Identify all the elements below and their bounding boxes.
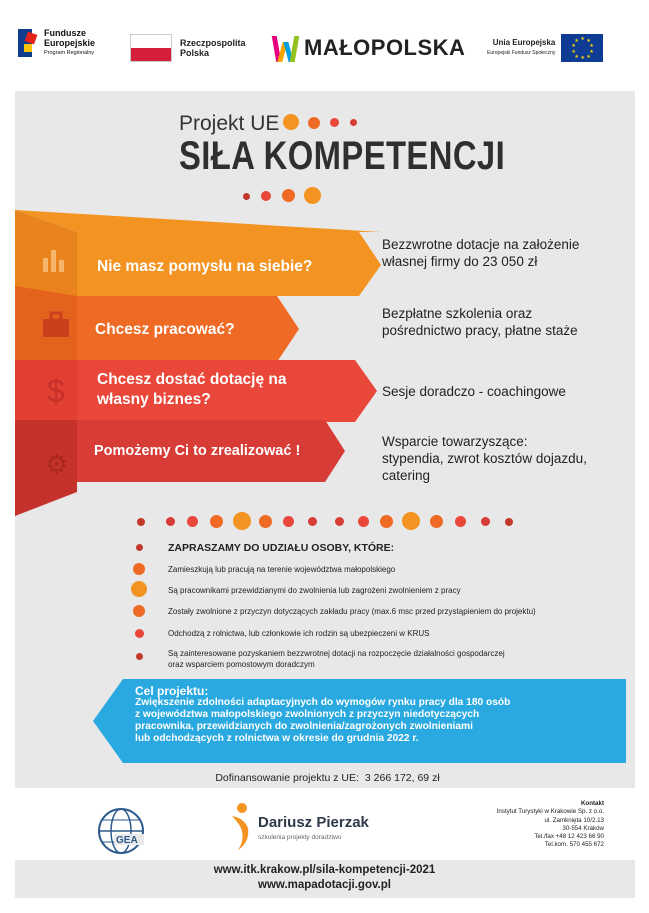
- rp-line2: Polska: [180, 48, 210, 58]
- answer-line: stypendia, zwrot kosztów dojazdu,: [382, 451, 587, 466]
- ue-line1: Unia Europejska: [492, 38, 556, 47]
- answer-line: własnej firmy do 23 050 zł: [382, 254, 538, 269]
- contact-line: 30-554 Kraków: [562, 824, 604, 832]
- decor-dot: [308, 117, 320, 129]
- invite-heading: ZAPRASZAMY DO UDZIAŁU OSOBY, KTÓRE:: [168, 542, 395, 554]
- list-bullet: [131, 581, 147, 597]
- contact-block: [470, 800, 604, 850]
- fe-line1: Fundusze: [44, 28, 86, 38]
- decor-dot: [330, 118, 339, 127]
- question-line: Chcesz dostać dotację na: [97, 371, 287, 388]
- contact-heading: Kontakt: [580, 800, 604, 807]
- decor-dot: [283, 516, 294, 527]
- decor-dot: [308, 517, 317, 526]
- decor-dot: [455, 516, 466, 527]
- question-arrow-1: [15, 210, 381, 296]
- answer-1: [382, 236, 579, 270]
- contact-line: Tel./fax +48 12 423 66 90: [534, 833, 604, 841]
- decor-dot: [481, 517, 490, 526]
- question-arrow-4: [15, 420, 345, 516]
- decor-dot: [304, 187, 321, 204]
- fundusze-europejskie-logo: [18, 28, 95, 58]
- decor-dot: [358, 516, 369, 527]
- decor-dot: [430, 515, 443, 528]
- funding-line: [0, 772, 649, 784]
- rp-line1: Rzeczpospolita: [180, 38, 246, 48]
- invite-item: Są pracownikami przewidzianymi do zwolnienia lub zagrożeni zwolnieniem z pracy: [168, 586, 461, 595]
- question-text: [97, 370, 287, 410]
- rzeczpospolita-logo: [130, 34, 246, 62]
- funding-amount: 3 266 172, 69 zł: [364, 772, 440, 784]
- title-big: SIŁA KOMPETENCJI: [179, 134, 506, 178]
- title-small: Projekt UE: [179, 112, 280, 135]
- dollar-icon: $: [47, 373, 65, 409]
- person-figure-icon: [228, 802, 256, 852]
- goal-label: Cel projektu:: [135, 684, 209, 698]
- decor-dot: [259, 515, 272, 528]
- gea-logo: [90, 800, 152, 862]
- list-bullet: [135, 629, 144, 638]
- contact-line: Instytut Turystyki w Krakowie Sp. z o.o.: [496, 808, 604, 816]
- question-text: Nie masz pomysłu na siebie?: [97, 258, 313, 275]
- answer-line: catering: [382, 468, 431, 483]
- decor-dot: [210, 515, 223, 528]
- decor-dot: [380, 515, 393, 528]
- list-bullet: [136, 544, 143, 551]
- invite-item: [168, 648, 505, 670]
- arrow-shape: [15, 210, 381, 296]
- dp-tagline: szkolenia projekty doradztwo: [258, 834, 342, 841]
- decor-dot: [335, 517, 344, 526]
- eu-flag-icon: ★ ★ ★ ★ ★ ★ ★ ★ ★ ★: [561, 34, 603, 62]
- decor-dot: [166, 517, 175, 526]
- malopolska-m-icon: [274, 34, 298, 62]
- fe-line3: Program Regionalny: [44, 50, 95, 56]
- answer-line: Bezzwrotne dotacje na założenie: [382, 237, 580, 252]
- ue-line2: Europejski Fundusz Społeczny: [487, 50, 556, 56]
- malopolska-logo: [274, 34, 465, 62]
- answer-3: [382, 383, 566, 400]
- website-link[interactable]: www.mapadotacji.gov.pl: [258, 879, 391, 891]
- decor-dot: [282, 189, 295, 202]
- question-line: własny biznes?: [97, 391, 211, 408]
- contact-line: Tel.kom. 570 455 672: [544, 841, 604, 849]
- answer-line: Bezpłatne szkolenia oraz: [382, 306, 533, 321]
- malopolska-name: MAŁOPOLSKA: [304, 35, 466, 60]
- goal-text: [135, 685, 510, 745]
- invite-item-line: Są zainteresowane pozyskaniem bezzwrotnej dotacji na rozpoczęcie działalności gospodarczej: [168, 649, 505, 658]
- goal-line: z województwa małopolskiego zwolnionych z przyczyn niedotyczących: [135, 709, 480, 720]
- question-arrow-2: [15, 286, 299, 362]
- list-bullet: [136, 653, 143, 660]
- dariusz-pierzak-logo: [228, 802, 369, 857]
- answer-line: Sesje doradczo - coachingowe: [382, 384, 566, 399]
- decor-dot: [402, 512, 420, 530]
- decor-dot: [233, 512, 251, 530]
- invite-item: Zamieszkują lub pracują na terenie województwa małopolskiego: [168, 565, 396, 574]
- svg-text:GEA: GEA: [116, 835, 138, 846]
- decor-dot: [505, 518, 513, 526]
- question-text: Chcesz pracować?: [95, 321, 235, 338]
- answer-line: Wsparcie towarzyszące:: [382, 434, 528, 449]
- invite-item-line: oraz wsparciem pomostowym doradczym: [168, 660, 315, 669]
- decor-dot: [187, 516, 198, 527]
- gear-icon: ⚙: [45, 449, 69, 479]
- question-text: Pomożemy Ci to zrealizować !: [94, 443, 301, 459]
- gea-globe-icon: [90, 800, 152, 862]
- list-bullet: [133, 563, 145, 575]
- goal-banner: [93, 679, 626, 763]
- invite-item: Zostały zwolnione z przyczyn dotyczących zakładu pracy (max.6 msc przed przystąpieniem do projektu): [168, 607, 536, 616]
- contact-line: ul. Zamknięta 10/2.13: [544, 816, 604, 824]
- polish-flag-icon: [130, 34, 172, 62]
- invite-item: Odchodzą z rolnictwa, lub członkowie ich rodzin są ubezpieczeni w KRUS: [168, 629, 430, 638]
- list-bullet: [133, 605, 145, 617]
- dp-name: Dariusz Pierzak: [258, 814, 369, 831]
- logo-bar: [0, 0, 649, 82]
- eu-logo: [487, 34, 603, 62]
- decor-dot: [137, 518, 145, 526]
- answer-2: [382, 305, 578, 339]
- website-link[interactable]: www.itk.krakow.pl/sila-kompetencji-2021: [213, 864, 436, 876]
- decor-dot: [261, 191, 271, 201]
- answer-line: pośrednictwo pracy, płatne staże: [382, 323, 578, 338]
- fe-line2: Europejskie: [44, 38, 96, 48]
- goal-line: Zwiększenie zdolności adaptacyjnych do wymogów rynku pracy dla 180 osób: [135, 697, 511, 708]
- decor-dot: [243, 193, 250, 200]
- goal-line: lub odchodzących z rolnictwa w okresie do grudnia 2022 r.: [135, 733, 419, 744]
- funding-label: Dofinansowanie projektu z UE:: [215, 772, 359, 784]
- decor-dot: [283, 114, 299, 130]
- fe-star-icon: [18, 29, 40, 57]
- question-arrow-3: [15, 360, 377, 422]
- answer-4: [382, 433, 587, 484]
- goal-line: pracownika, przewidzianych do zwolnienia/zagrożonych zwolnieniami: [135, 721, 473, 732]
- decor-dot: [350, 119, 357, 126]
